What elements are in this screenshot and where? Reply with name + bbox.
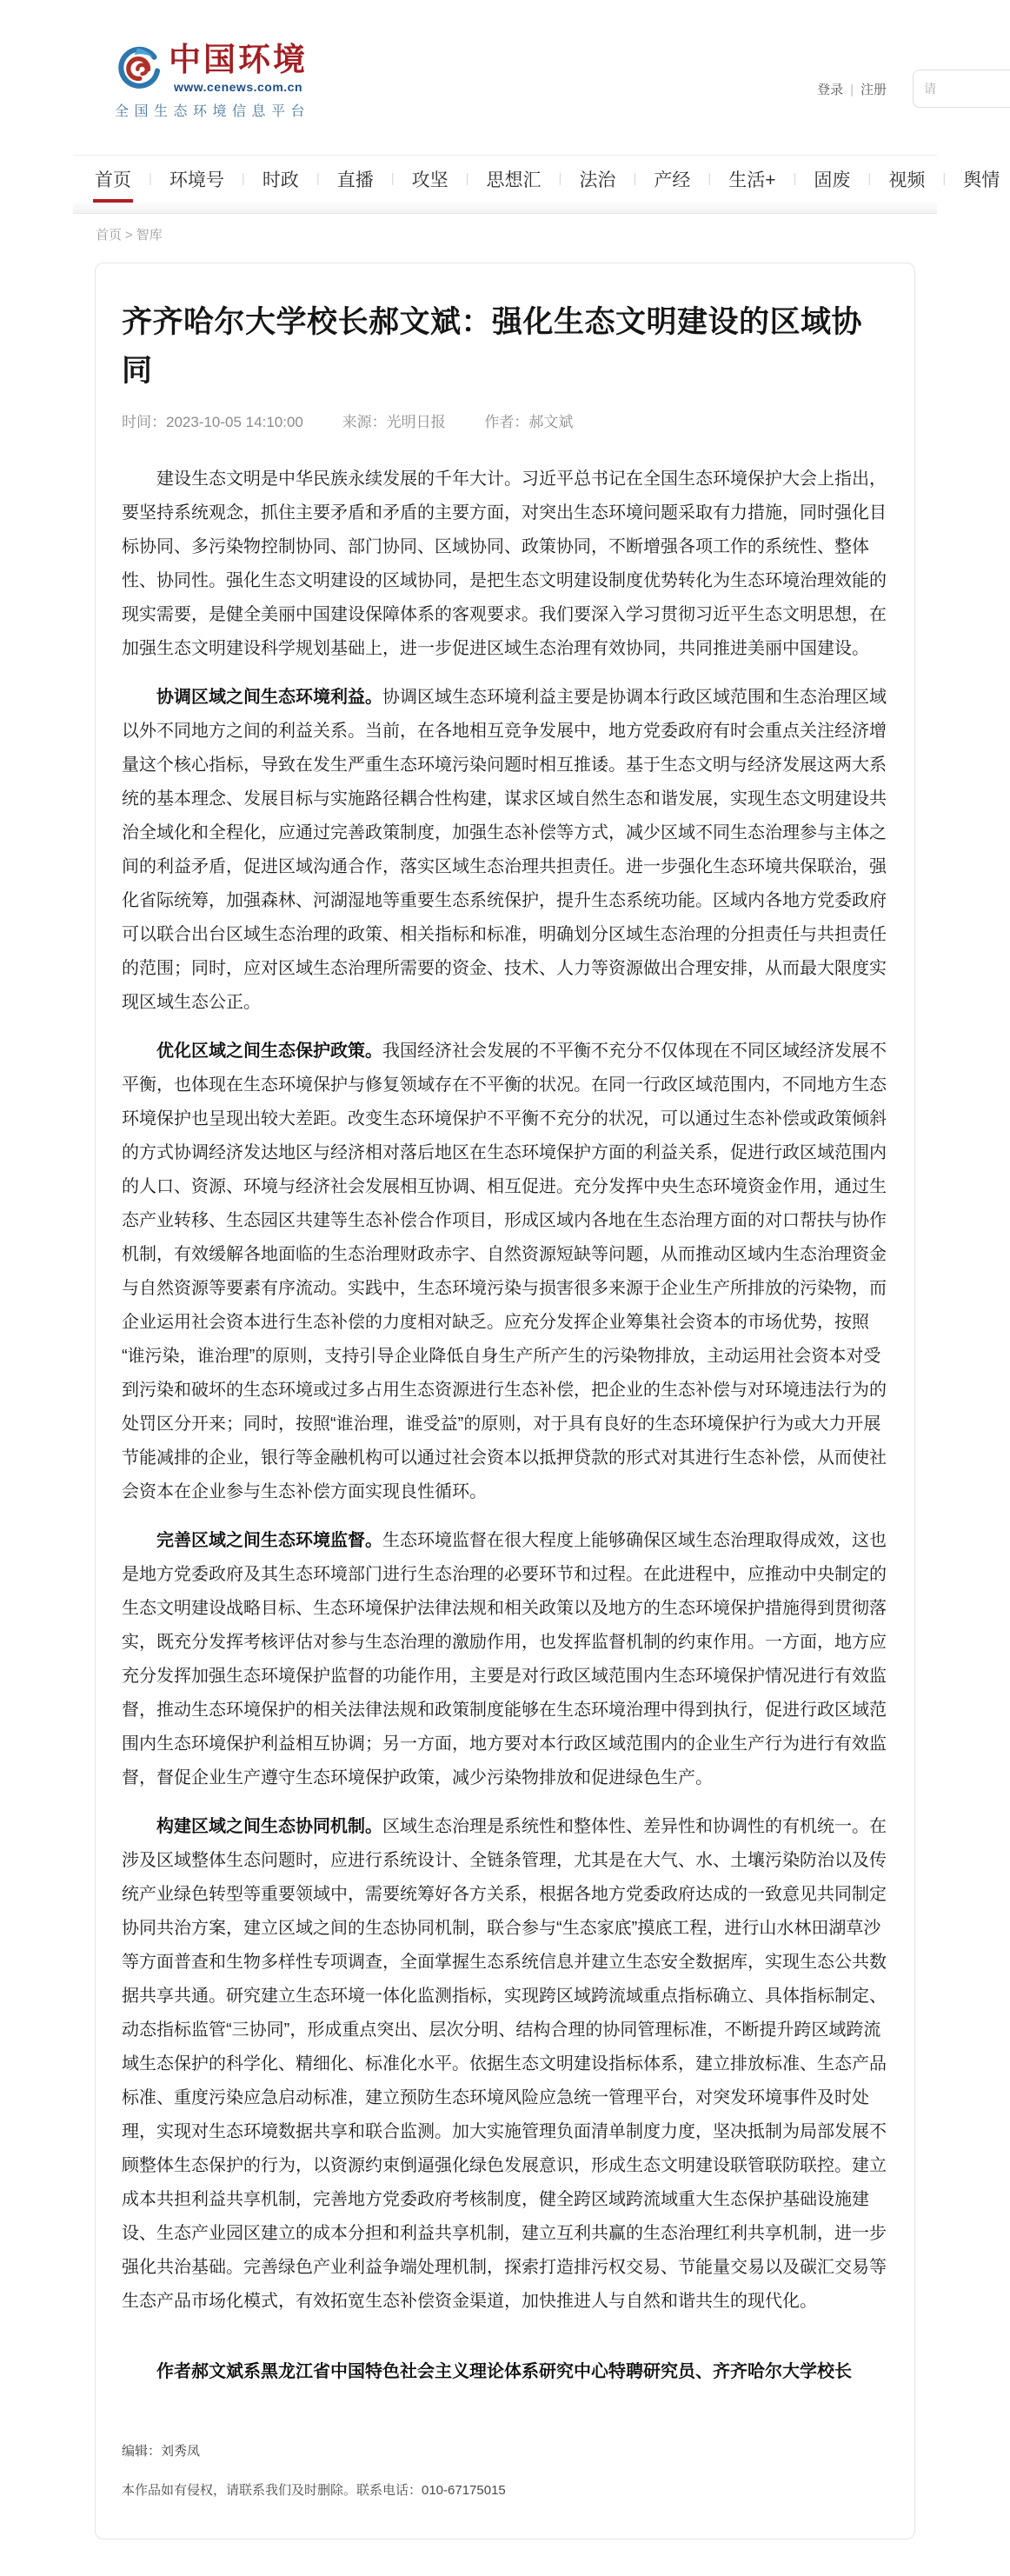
nav-separator: | xyxy=(633,171,637,186)
meta-time-label: 时间： xyxy=(122,414,166,430)
main-nav xyxy=(73,155,1000,202)
editor-line xyxy=(122,2441,888,2460)
nav-item-huanjinghao[interactable]: 环境号 xyxy=(169,170,224,190)
nav-separator: | xyxy=(149,171,152,186)
article-paragraph: 构建区域之间生态协同机制。区域生态治理是系统性和整体性、差异性和协调性的有机统一。在涉及区域整体生态问题时，应进行系统设计、全链条管理，尤其是在大气、水、土壤污染防治以及传统产业绿色转型等重要领域中，需要统筹好各方关系，根据各地方党委政府达成的一致意见共同制定协同共治方案，建立区域之间的生态协同机制，联合参与“生态家底”摸底工程，进行山水林田湖草沙等方面普查和生物多样性专项调查，全面掌握生态系统信息并建立生态安全数据库，实现生态公共数据共享共通。研究建立生态环境一体化监测指标，实现跨区域跨流域重点指标确立、具体指标制定、动态指标监管“三协同”，形成重点突出、层次分明、结构合理的协同管理标准，不断提升跨区域跨流域生态保护的科学化、精细化、标准化水平。依据生态文明建设指标体系，建立排放标准、生态产品标准、重度污染应急启动标准，建立预防生态环境风险应急统一管理平台，对突发环境事件及时处理，实现对生态环境数据共享和联合监测。加大实施管理负面清单制度力度，坚决抵制为局部发展不顾整体生态保护的行为，以资源约束倒逼强化绿色发展意识，形成生态文明建设联管联防联控。建立成本共担利益共享机制，完善地方党委政府考核制度，健全跨区域跨流域重大生态保护基础设施建设、生态产业园区建立的成本分担和利益共享机制，建立互利共赢的生态治理红利共享机制，进一步强化共治基础。完善绿色产业利益争端处理机制，探索打造排污权交易、节能量交易以及碳汇交易等生态产品市场化模式，有效拓宽生态补偿资金渠道，加快推进人与自然和谐共生的现代化。 xyxy=(122,1817,887,2311)
nav-item-yuqing[interactable]: 舆情 xyxy=(963,170,1000,190)
nav-separator: | xyxy=(867,171,872,186)
breadcrumb-link-home[interactable]: 首页 xyxy=(96,228,123,243)
site-logo[interactable] xyxy=(115,43,310,120)
article-paragraph: 建设生态文明是中华民族永续发展的千年大计。习近平总书记在全国生态环境保护大会上指出，要坚持系统观念，抓住主要矛盾和矛盾的主要方面，对突出生态环境问题采取有力措施，同时强化目标协同、多污染物控制协同、部门协同、区域协同、政策协同，不断增强各项工作的系统性、整体性、协同性。强化生态文明建设的区域协同，是把生态文明建设制度优势转化为生态环境治理效能的现实需要，是健全美丽中国建设保障体系的客观要求。我们要深入学习贯彻习近平生态文明思想，在加强生态文明建设科学规划基础上，进一步促进区域生态治理有效协同，共同推进美丽中国建设。 xyxy=(122,469,887,658)
nav-item-fazhi[interactable]: 法治 xyxy=(579,170,616,190)
nav-separator: | xyxy=(942,171,947,186)
login-link[interactable]: 登录 xyxy=(817,83,844,97)
disclaimer: 本作品如有侵权，请联系我们及时删除。联系电话：010-67175015 xyxy=(122,2483,506,2498)
site-logo-text xyxy=(169,43,308,94)
nav-separator: | xyxy=(558,171,562,186)
site-url: www.cenews.com.cn xyxy=(173,80,303,94)
article-paragraph: 优化区域之间生态保护政策。我国经济社会发展的不平衡不充分不仅体现在不同区域经济发展不平衡，也体现在生态环境保护与修复领域存在不平衡的状况。在同一行政区域范围内，不同地方生态环境保护也呈现出较大差距。改变生态环境保护不平衡不充分的状况，可以通过生态补偿或政策倾斜的方式协调经济发达地区与经济相对落后地区在生态环境保护方面的利益关系，促进行政区域范围内的人口、资源、环境与经济社会发展相互协调、相互促进。充分发挥中央生态环境资金作用，通过生态产业转移、生态园区共建等生态补偿合作项目，形成区域内各地在生态治理方面的对口帮扶与协作机制，有效缓解各地面临的生态治理财政赤字、自然资源短缺等问题，从而推动区域内生态治理资金与自然资源等要素有序流动。实践中，生态环境污染与损害很多来源于企业生产所排放的污染物，而企业运用社会资本进行生态补偿的力度相对缺乏。应充分发挥企业筹集社会资本的市场优势，按照“谁污染，谁治理”的原则，支持引导企业降低自身生产所产生的污染物排放，主动运用社会资本对受到污染和破坏的生态环境或过多占用生态资源进行生态补偿，把企业的生态补偿与对环境违法行为的处罚区分开来；同时，按照“谁治理，谁受益”的原则，对于具有良好的生态环境保护行为或大力开展节能减排的企业，银行等金融机构可以通过社会资本以抵押贷款的形式对其进行生态补偿，从而使社会资本在企业参与生态补偿方面实现良性循环。 xyxy=(122,1042,887,1501)
breadcrumb-separator: > xyxy=(125,228,133,243)
site-logo-icon xyxy=(115,43,163,92)
nav-item-zhibo[interactable]: 直播 xyxy=(336,170,374,190)
meta-author xyxy=(484,414,573,430)
search-placeholder: 请 xyxy=(924,82,936,96)
nav-divider xyxy=(73,202,937,214)
article-paragraph: 协调区域之间生态环境利益。协调区域生态环境利益主要是协调本行政区域范围和生态治理区域以外不同地方之间的利益关系。当前，在各地相互竞争发展中，地方党委政府有时会重点关注经济增量这个核心指标，导致在发生严重生态环境污染问题时相互推诿。基于生态文明与经济发展这两大系统的基本理念、发展目标与实施路径耦合性构建，谋求区域自然生态和谐发展，实现生态文明建设共治全域化和全程化，应通过完善政策制度，加强生态补偿等方式，减少区域不同生态治理参与主体之间的利益矛盾，促进区域沟通合作，落实区域生态治理共担责任。进一步强化生态环境共保联治，强化省际统筹，加强森林、河湖湿地等重要生态系统保护，提升生态系统功能。区域内各地方党委政府可以联合出台区域生态治理的政策、相关指标和标准，明确划分区域生态治理的分担责任与共担责任的范围；同时，应对区域生态治理所需要的资金、技术、人力等资源做出合理安排，从而最大限度实现区域生态公正。 xyxy=(122,688,887,1012)
nav-separator: | xyxy=(390,171,395,186)
nav-separator: | xyxy=(793,171,797,186)
meta-source xyxy=(342,414,446,430)
nav-separator: | xyxy=(465,171,469,186)
nav-separator: | xyxy=(708,171,712,186)
site-subtitle: 全国生态环境信息平台 xyxy=(115,104,311,119)
article-card xyxy=(95,263,915,2539)
breadcrumb xyxy=(73,214,937,243)
auth-separator: | xyxy=(850,83,854,97)
editor-label: 编辑： xyxy=(122,2444,162,2459)
meta-author-value: 郝文斌 xyxy=(528,414,574,430)
nav-separator: | xyxy=(241,171,245,186)
article-footer xyxy=(122,2441,888,2499)
nav-separator: | xyxy=(316,171,320,186)
meta-source-value: 光明日报 xyxy=(386,414,446,430)
meta-source-label: 来源： xyxy=(342,414,387,430)
nav-item-shipin[interactable]: 视频 xyxy=(888,170,926,190)
auth-links xyxy=(817,80,887,98)
meta-time xyxy=(122,414,303,430)
article-body xyxy=(122,463,888,2319)
meta-author-label: 作者： xyxy=(484,414,529,430)
site-header xyxy=(73,0,937,155)
author-note: 作者郝文斌系黑龙江省中国特色社会主义理论体系研究中心特聘研究员、齐齐哈尔大学校长 xyxy=(156,2362,852,2381)
nav-item-gongjian[interactable]: 攻坚 xyxy=(411,170,449,190)
page xyxy=(73,0,1000,2576)
nav-item-sixianghui[interactable]: 思想汇 xyxy=(486,170,542,190)
nav-item-shizheng[interactable]: 时政 xyxy=(262,170,299,190)
article-meta xyxy=(122,409,888,431)
register-link[interactable]: 注册 xyxy=(860,83,887,97)
article-title: 齐齐哈尔大学校长郝文斌：强化生态文明建设的区域协同 xyxy=(122,305,863,388)
site-title: 中国环境 xyxy=(169,43,308,78)
paragraph-lead: 协调区域之间生态环境利益。 xyxy=(156,688,382,707)
breadcrumb-current: 智库 xyxy=(136,228,163,243)
paragraph-lead: 优化区域之间生态保护政策。 xyxy=(156,1042,382,1061)
nav-item-home[interactable]: 首页 xyxy=(95,156,131,203)
paragraph-lead: 完善区域之间生态环境监督。 xyxy=(156,1531,382,1550)
paragraph-lead: 构建区域之间生态协同机制。 xyxy=(156,1817,382,1836)
search-input[interactable] xyxy=(913,70,1010,108)
article-paragraph: 完善区域之间生态环境监督。生态环境监督在很大程度上能够确保区域生态治理取得成效，这也是地方党委政府及其生态环境部门进行生态治理的必要环节和过程。在此进程中，应推动中央制定的生态文明建设战略目标、生态环境保护法律法规和相关政策以及地方的生态环境保护措施得到贯彻落实，既充分发挥考核评估对参与生态治理的激励作用，也发挥监督机制的约束作用。一方面，地方应充分发挥加强生态环境保护监督的功能作用，主要是对行政区域范围内生态环境保护情况进行有效监督，推动生态环境保护的相关法律法规和政策制度能够在生态环境治理中得到执行，促进行政区域范围内生态环境保护利益相互协调；另一方面，地方要对本行政区域范围内的企业生产行为进行有效监督，督促企业生产遵守生态环境保护政策，减少污染物排放和促进绿色生产。 xyxy=(122,1531,887,1787)
nav-item-chanjing[interactable]: 产经 xyxy=(654,170,691,190)
nav-item-shenghuo[interactable]: 生活+ xyxy=(728,170,776,190)
meta-time-value: 2023-10-05 14:10:00 xyxy=(166,414,303,430)
nav-item-gufei[interactable]: 固废 xyxy=(814,170,851,190)
editor-name: 刘秀凤 xyxy=(161,2444,201,2459)
